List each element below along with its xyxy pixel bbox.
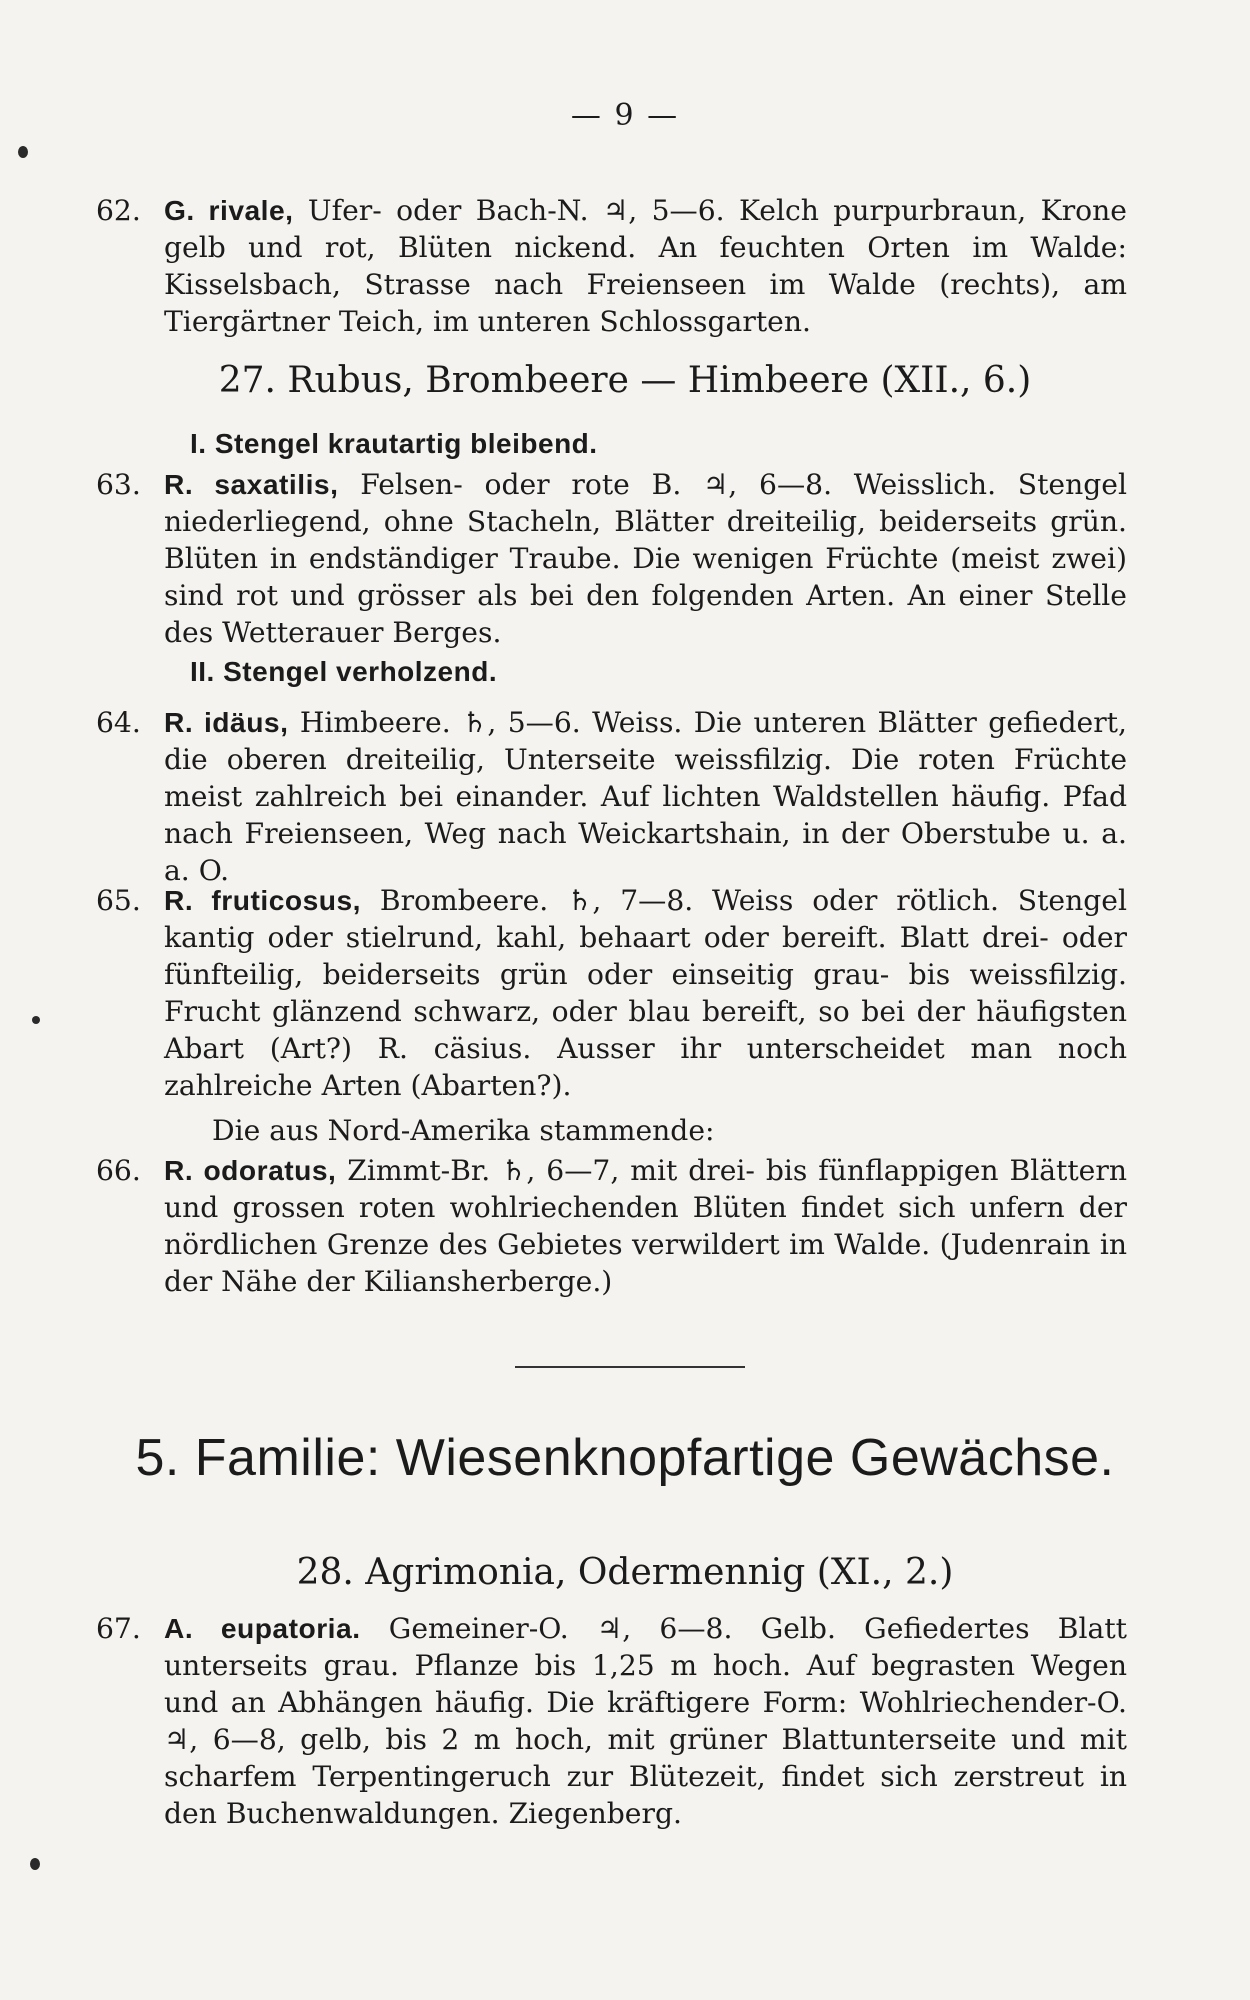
entry-text: Ufer- oder Bach-N. ♃, 5—6. Kelch purpurbraun, Krone gelb und rot, Blüten nickend. An feuchten Orten im Walde: Kisselsbach, Strasse nach Freienseen im Walde (rechts), am Tiergärtner Teich, im unteren Schlossgarten. xyxy=(164,194,1127,338)
family-heading: 5. Familie: Wiesenknopfartige Gewächse. xyxy=(135,1429,1115,1487)
species-name: R. odoratus, xyxy=(164,1154,337,1186)
entry-number: 67. xyxy=(96,1612,141,1645)
entry-62 xyxy=(96,192,1127,340)
entry-63 xyxy=(96,466,1127,651)
entry-number: 65. xyxy=(96,884,141,917)
subheading-1: I. Stengel krautartig bleibend. xyxy=(190,428,598,459)
genus-heading-28: 28. Agrimonia, Odermennig (XI., 2.) xyxy=(296,1552,954,1593)
entry-text: Himbeere. ♄, 5—6. Weiss. Die unteren Blätter gefiedert, die oberen dreiteilig, Unterseite weissfilzig. Die roten Früchte meist zahlreich bei einander. Auf lichten Waldstellen häufig. Pfad nach Freienseen, Weg nach Weickartshain, in der Oberstube u. a. a. O. xyxy=(164,706,1127,887)
subheading-2: II. Stengel verholzend. xyxy=(190,656,498,687)
species-name: R. saxatilis, xyxy=(164,468,339,500)
entry-67 xyxy=(96,1610,1127,1832)
entry-text: Gemeiner-O. ♃, 6—8. Gelb. Gefiedertes Blatt unterseits grau. Pflanze bis 1,25 m hoch. Auf begrasten Wegen und an Abhängen häufig. Die kräftigere Form: Wohlriechender-O. ♃, 6—8, gelb, bis 2 m hoch, mit grüner Blattunterseite und mit scharfem Terpentingeruch zur Blütezeit, findet sich zerstreut in den Buchenwaldungen. Ziegenberg. xyxy=(164,1612,1127,1830)
entry-number: 63. xyxy=(96,468,141,501)
section-divider xyxy=(515,1366,745,1368)
entry-number: 66. xyxy=(96,1154,141,1187)
binding-hole-bottom xyxy=(30,1858,40,1870)
intro-66 xyxy=(152,1112,1127,1149)
species-name: G. rivale, xyxy=(164,194,294,226)
entry-66 xyxy=(96,1152,1127,1300)
entry-text: Zimmt-Br. ♄, 6—7, mit drei- bis fünflappigen Blättern und grossen roten wohlriechenden Blüten findet sich unfern der nördlichen Grenze des Gebietes verwildert im Walde. (Judenrain in der Nähe der Kiliansherberge.) xyxy=(164,1154,1127,1298)
entry-number: 64. xyxy=(96,706,141,739)
entry-text: Brombeere. ♄, 7—8. Weiss oder rötlich. Stengel kantig oder stielrund, kahl, behaart oder bereift. Blatt drei- oder fünfteilig, beiderseits grün oder einseitig grau- bis weissfilzig. Frucht glänzend schwarz, oder blau bereift, so bei der häufigsten Abart (Art?) R. cäsius. Ausser ihr unterscheidet man noch zahlreiche Arten (Abarten?). xyxy=(164,884,1127,1102)
species-name: A. eupatoria. xyxy=(164,1612,361,1644)
intro-text: Die aus Nord-Amerika stammende: xyxy=(212,1114,715,1147)
page-number: — 9 — xyxy=(570,98,680,133)
entry-text: Felsen- oder rote B. ♃, 6—8. Weisslich. Stengel niederliegend, ohne Stacheln, Blätter dreiteilig, beiderseits grün. Blüten in endständiger Traube. Die wenigen Früchte (meist zwei) sind rot und grösser als bei den folgenden Arten. An einer Stelle des Wetterauer Berges. xyxy=(164,468,1127,649)
genus-heading-27: 27. Rubus, Brombeere — Himbeere (XII., 6.) xyxy=(218,360,1032,401)
species-name: R. fruticosus, xyxy=(164,884,361,916)
entry-number: 62. xyxy=(96,194,141,227)
binding-hole-middle xyxy=(32,1016,40,1024)
entry-65 xyxy=(96,882,1127,1104)
species-name: R. idäus, xyxy=(164,706,289,738)
binding-hole-top xyxy=(18,146,28,158)
entry-64 xyxy=(96,704,1127,889)
